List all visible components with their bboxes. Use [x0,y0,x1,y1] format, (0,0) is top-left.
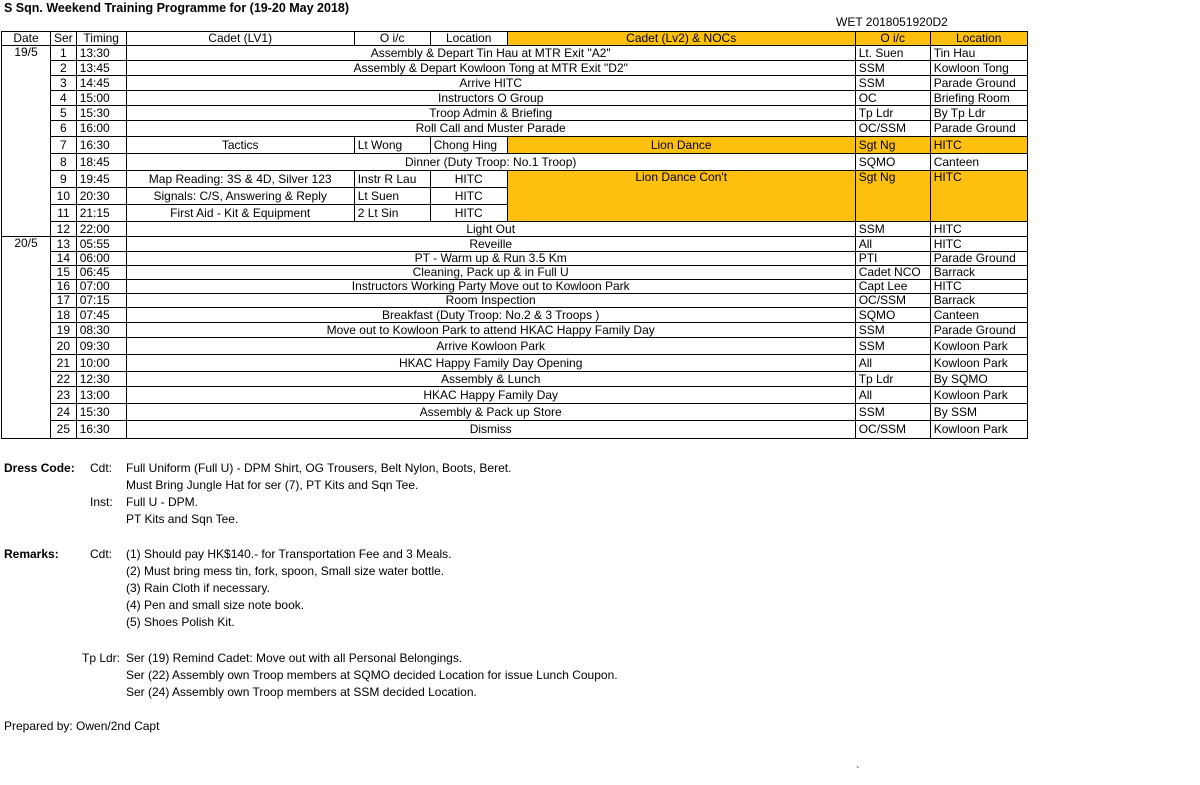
ser-cell: 24 [51,404,77,421]
timing-cell: 13:45 [76,61,126,76]
ser-cell: 6 [51,121,77,137]
location-cell: HITC [930,237,1027,252]
ser-cell: 23 [51,387,77,404]
table-row [2,61,1028,76]
oic-cell: PTI [855,252,930,266]
dress-code-label: Dress Code: [4,461,75,475]
oic-cell: OC [855,91,930,106]
ser-cell: 5 [51,106,77,121]
table-row [2,171,1028,188]
location-cell: Kowloon Park [930,421,1027,439]
table-row [2,355,1028,372]
oic-cell: Lt. Suen [855,46,930,61]
timing-cell: 13:00 [76,387,126,404]
activity-cell: Light Out [126,222,855,237]
timing-cell: 21:15 [76,205,126,222]
oic-cell: All [855,355,930,372]
dress-code-section [4,460,1184,530]
oic-cell: All [855,237,930,252]
stray-mark: ` [856,766,860,777]
activity-cell: Move out to Kowloon Park to attend HKAC Happy Family Day [126,323,855,338]
timing-cell: 16:30 [76,137,126,154]
cadet-lv2-activity-cell: Lion Dance [507,137,855,154]
table-row [2,404,1028,421]
activity-cell: Cleaning, Pack up & in Full U [126,266,855,280]
timing-cell: 07:15 [76,294,126,308]
timing-cell: 13:30 [76,46,126,61]
location-cell: By SQMO [930,372,1027,387]
lv1-oic-cell: Instr R Lau [354,171,430,188]
ser-cell: 17 [51,294,77,308]
lv1-oic-cell: Lt Wong [354,137,430,154]
location-cell: HITC [930,222,1027,237]
timing-cell: 18:45 [76,154,126,171]
remarks-tpldr-label: Tp Ldr: [82,651,121,665]
location-cell: Canteen [930,154,1027,171]
header-cadet-lv2: Cadet (Lv2) & NOCs [507,32,855,46]
ser-cell: 25 [51,421,77,439]
table-row [2,106,1028,121]
oic-cell: SSM [855,323,930,338]
ser-cell: 2 [51,61,77,76]
oic-cell: SSM [855,404,930,421]
timing-cell: 16:30 [76,421,126,439]
ser-cell: 16 [51,280,77,294]
header-oic-lv1: O i/c [354,32,430,46]
activity-cell: Dismiss [126,421,855,439]
location-cell: Parade Ground [930,323,1027,338]
activity-cell: Instructors Working Party Move out to Kowloon Park [126,280,855,294]
timing-cell: 10:00 [76,355,126,372]
timing-cell: 07:45 [76,308,126,323]
table-row [2,387,1028,404]
timing-cell: 07:00 [76,280,126,294]
activity-cell: Assembly & Pack up Store [126,404,855,421]
cadet-lv2-activity-cell: Lion Dance Con't [507,171,855,222]
activity-cell: Assembly & Lunch [126,372,855,387]
table-row [2,266,1028,280]
dress-code-cdt-line: Must Bring Jungle Hat for ser (7), PT Kits and Sqn Tee. [126,478,419,492]
header-oic: O i/c [855,32,930,46]
activity-cell: Arrive Kowloon Park [126,338,855,355]
activity-cell: Dinner (Duty Troop: No.1 Troop) [126,154,855,171]
oic-cell: OC/SSM [855,294,930,308]
remarks-cdt-line: (2) Must bring mess tin, fork, spoon, Small size water bottle. [126,564,445,578]
programme-table [1,31,1028,439]
header-location-lv1: Location [430,32,507,46]
dress-code-cdt-label: Cdt: [90,461,113,475]
ser-cell: 22 [51,372,77,387]
oic-cell: Tp Ldr [855,106,930,121]
lv1-location-cell: HITC [430,188,507,205]
header-timing: Timing [76,32,126,46]
oic-cell: SQMO [855,308,930,323]
ser-cell: 10 [51,188,77,205]
cadet-lv1-activity-cell: Tactics [126,137,354,154]
oic-cell: Capt Lee [855,280,930,294]
table-row [2,421,1028,439]
activity-cell: Roll Call and Muster Parade [126,121,855,137]
ser-cell: 14 [51,252,77,266]
activity-cell: Assembly & Depart Kowloon Tong at MTR Exit "D2" [126,61,855,76]
ser-cell: 9 [51,171,77,188]
ser-cell: 19 [51,323,77,338]
timing-cell: 15:00 [76,91,126,106]
remarks-section [4,546,1184,706]
lv1-location-cell: HITC [430,205,507,222]
lv1-oic-cell: Lt Suen [354,188,430,205]
table-row [2,338,1028,355]
timing-cell: 12:30 [76,372,126,387]
cadet-lv1-activity-cell: Map Reading: 3S & 4D, Silver 123 [126,171,354,188]
header-row [2,32,1028,46]
remarks-cdt-line: (3) Rain Cloth if necessary. [126,581,270,595]
oic-cell: SSM [855,338,930,355]
table-row [2,91,1028,106]
oic-cell: SSM [855,61,930,76]
location-cell: Kowloon Park [930,387,1027,404]
oic-cell: Tp Ldr [855,372,930,387]
timing-cell: 22:00 [76,222,126,237]
dress-code-inst-line: PT Kits and Sqn Tee. [126,512,239,526]
table-row [2,280,1028,294]
location-cell: Parade Ground [930,76,1027,91]
remarks-tpldr-line: Ser (22) Assembly own Troop members at SQMO decided Location for issue Lunch Coupon. [126,668,618,682]
lv1-oic-cell: 2 Lt Sin [354,205,430,222]
ser-cell: 3 [51,76,77,91]
ser-cell: 21 [51,355,77,372]
date-cell: 20/5 [2,237,51,439]
date-cell: 19/5 [2,46,51,237]
timing-cell: 06:45 [76,266,126,280]
oic-cell: OC/SSM [855,421,930,439]
timing-cell: 16:00 [76,121,126,137]
table-row [2,222,1028,237]
remarks-cdt-line: (1) Should pay HK$140.- for Transportation Fee and 3 Meals. [126,547,452,561]
header-ser: Ser [51,32,77,46]
location-cell: By Tp Ldr [930,106,1027,121]
document-title: S Sqn. Weekend Training Programme for (19-20 May 2018) [4,1,350,15]
location-cell: HITC [930,137,1027,154]
remarks-cdt-line: (4) Pen and small size note book. [126,598,305,612]
location-cell: Briefing Room [930,91,1027,106]
location-cell: Barrack [930,294,1027,308]
lv1-location-cell: HITC [430,171,507,188]
remarks-cdt-label: Cdt: [90,547,113,561]
activity-cell: Arrive HITC [126,76,855,91]
activity-cell: Breakfast (Duty Troop: No.2 & 3 Troops ) [126,308,855,323]
prepared-by: Prepared by: Owen/2nd Capt [4,719,160,733]
header-location: Location [930,32,1027,46]
dress-code-inst-line: Full U - DPM. [126,495,198,509]
location-cell: Tin Hau [930,46,1027,61]
oic-cell: Sgt Ng [855,137,930,154]
location-cell: Kowloon Park [930,338,1027,355]
oic-cell: SQMO [855,154,930,171]
location-cell: Kowloon Park [930,355,1027,372]
timing-cell: 09:30 [76,338,126,355]
oic-cell: OC/SSM [855,121,930,137]
oic-cell: SSM [855,222,930,237]
activity-cell: Room Inspection [126,294,855,308]
timing-cell: 20:30 [76,188,126,205]
timing-cell: 15:30 [76,106,126,121]
table-row [2,323,1028,338]
ser-cell: 18 [51,308,77,323]
location-cell: Canteen [930,308,1027,323]
header-date: Date [2,32,51,46]
cadet-lv1-activity-cell: First Aid - Kit & Equipment [126,205,354,222]
remarks-tpldr-line: Ser (24) Assembly own Troop members at SSM decided Location. [126,685,477,699]
table-row [2,154,1028,171]
ser-cell: 13 [51,237,77,252]
location-cell: Barrack [930,266,1027,280]
dress-code-inst-label: Inst: [90,495,113,509]
dress-code-cdt-line: Full Uniform (Full U) - DPM Shirt, OG Trousers, Belt Nylon, Boots, Beret. [126,461,512,475]
ser-cell: 4 [51,91,77,106]
activity-cell: Assembly & Depart Tin Hau at MTR Exit "A2" [126,46,855,61]
activity-cell: HKAC Happy Family Day Opening [126,355,855,372]
ser-cell: 15 [51,266,77,280]
ser-cell: 7 [51,137,77,154]
ser-cell: 20 [51,338,77,355]
location-cell: Parade Ground [930,121,1027,137]
oic-cell: Sgt Ng [855,171,930,222]
table-row [2,237,1028,252]
location-cell: By SSM [930,404,1027,421]
table-row [2,121,1028,137]
remarks-cdt-line: (5) Shoes Polish Kit. [126,615,235,629]
activity-cell: PT - Warm up & Run 3.5 Km [126,252,855,266]
table-row [2,46,1028,61]
location-cell: Parade Ground [930,252,1027,266]
oic-cell: All [855,387,930,404]
lv1-location-cell: Chong Hing [430,137,507,154]
table-row [2,372,1028,387]
activity-cell: Troop Admin & Briefing [126,106,855,121]
timing-cell: 06:00 [76,252,126,266]
document-reference: WET 2018051920D2 [836,15,948,29]
ser-cell: 1 [51,46,77,61]
location-cell: HITC [930,280,1027,294]
remarks-label: Remarks: [4,547,59,561]
table-row [2,308,1028,323]
table-row [2,252,1028,266]
oic-cell: Cadet NCO [855,266,930,280]
timing-cell: 19:45 [76,171,126,188]
timing-cell: 14:45 [76,76,126,91]
location-cell: HITC [930,171,1027,222]
timing-cell: 15:30 [76,404,126,421]
header-cadet-lv1: Cadet (LV1) [126,32,354,46]
table-row [2,137,1028,154]
activity-cell: Reveille [126,237,855,252]
location-cell: Kowloon Tong [930,61,1027,76]
timing-cell: 08:30 [76,323,126,338]
table-row [2,294,1028,308]
oic-cell: SSM [855,76,930,91]
ser-cell: 12 [51,222,77,237]
table-row [2,76,1028,91]
activity-cell: HKAC Happy Family Day [126,387,855,404]
ser-cell: 8 [51,154,77,171]
ser-cell: 11 [51,205,77,222]
cadet-lv1-activity-cell: Signals: C/S, Answering & Reply [126,188,354,205]
remarks-tpldr-line: Ser (19) Remind Cadet: Move out with all Personal Belongings. [126,651,463,665]
timing-cell: 05:55 [76,237,126,252]
activity-cell: Instructors O Group [126,91,855,106]
